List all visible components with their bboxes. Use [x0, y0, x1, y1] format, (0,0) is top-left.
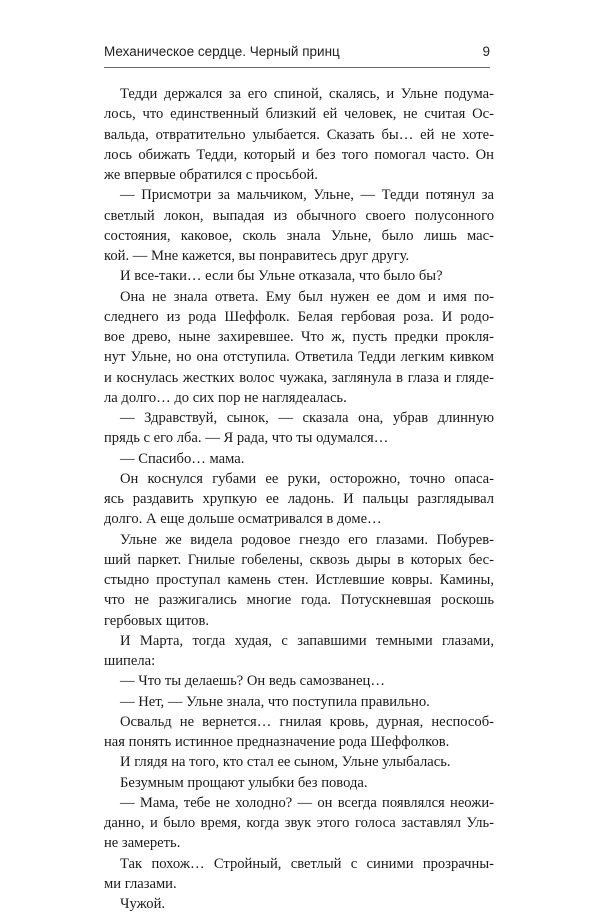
text-line: светлый локон, выпадая из обычного своего полусонного: [104, 207, 494, 224]
header-rule: [104, 67, 490, 68]
text-line: Ульне же видела родовое гнездо его глазами. Побурев-: [120, 531, 494, 548]
text-line: стыдно проступал камень стен. Истлевшие ковры. Камины,: [104, 572, 494, 588]
text-line: же впервые обратился с просьбой.: [104, 167, 318, 183]
page-number: 9: [482, 44, 490, 59]
text-line: Чужой.: [120, 896, 166, 912]
text-line: долго. А еще дольше осматривался в доме…: [104, 511, 382, 528]
text-line: гербовых щитов.: [104, 612, 209, 629]
text-line: следнего из рода Шеффолк. Белая гербовая роза. И родо-: [104, 308, 494, 325]
text-line: Безумным прощают улыбки без повода.: [120, 774, 368, 791]
text-line: — Нет, — Ульне знала, что поступила правильно.: [120, 693, 430, 710]
text-line: прядь с его лба. — Я рада, что ты одумался…: [104, 430, 389, 447]
text-line: ми глазами.: [104, 875, 177, 892]
text-line: Тедди держался за его спиной, скалясь, и Ульне подума-: [120, 86, 494, 102]
text-line: кой. — Мне кажется, вы понравитесь друг другу.: [104, 248, 410, 264]
text-line: Так похож… Стройный, светлый с синими прозрачны-: [120, 855, 494, 872]
text-line: — Мама, тебе не холодно? — он всегда появлялся неожи-: [120, 794, 494, 811]
text-line: лось, что единственный близкий ей человек, не считая Ос-: [104, 106, 494, 123]
text-line: — Присмотри за мальчиком, Ульне, — Тедди потянул за: [120, 187, 494, 204]
text-line: И глядя на того, кто стал ее сыном, Ульне улыбалась.: [120, 754, 451, 771]
text-line: — Что ты делаешь? Он ведь самозванец…: [120, 673, 385, 690]
text-line: лось обижать Тедди, который и без того помогал часто. Он: [104, 146, 494, 163]
text-line: — Спасибо… мама.: [120, 450, 245, 467]
text-line: данно, и было время, когда звук этого голоса заставлял Уль-: [104, 815, 494, 831]
text-line: что не разжигались многие года. Потускневшая роскошь: [104, 592, 494, 609]
text-line: — Здравствуй, сынок, — сказала она, убрав длинную: [120, 410, 494, 426]
body-text: [104, 84, 494, 914]
text-line: вальда, отвратительно улыбается. Сказать бы… ей не хоте-: [104, 126, 494, 143]
text-line: Освальд не вернется… гнилая кровь, дурная, неспособ-: [120, 713, 494, 730]
text-line: ная понять истинное предназначение рода Шеффолков.: [104, 734, 450, 750]
text-line: Она не знала ответа. Ему был нужен ее дом и имя по-: [120, 288, 494, 305]
text-line: шипела:: [104, 653, 156, 669]
text-line: ла долго… до сих пор не наглядеалась.: [104, 389, 347, 406]
text-line: состояния, каковое, сколь знала Ульне, было лишь мас-: [104, 227, 494, 244]
text-line: нут Ульне, но она отступила. Ответила Тедди легким кивком: [104, 349, 494, 366]
book-title: Механическое сердце. Черный принц: [104, 44, 340, 59]
text-line: Он коснулся губами ее руки, осторожно, точно опаса-: [120, 470, 494, 487]
text-line: И все-таки… если бы Ульне отказала, что было бы?: [120, 268, 443, 285]
text-line: И Марта, тогда худая, с запавшими темными глазами,: [120, 632, 494, 649]
text-line: ший паркет. Гнилые гобелены, сквозь дыры в которых бес-: [104, 551, 494, 568]
text-line: вое древо, ныне захиревшее. Что ж, пусть предки прокля-: [104, 329, 494, 345]
text-line: ясь раздавить хрупкую ее ладонь. И пальцы разглядывал: [104, 491, 494, 507]
text-line: и коснулась жестких волос чужака, заглянула в глаза и гляде-: [104, 369, 494, 386]
text-line: не замереть.: [104, 835, 181, 852]
